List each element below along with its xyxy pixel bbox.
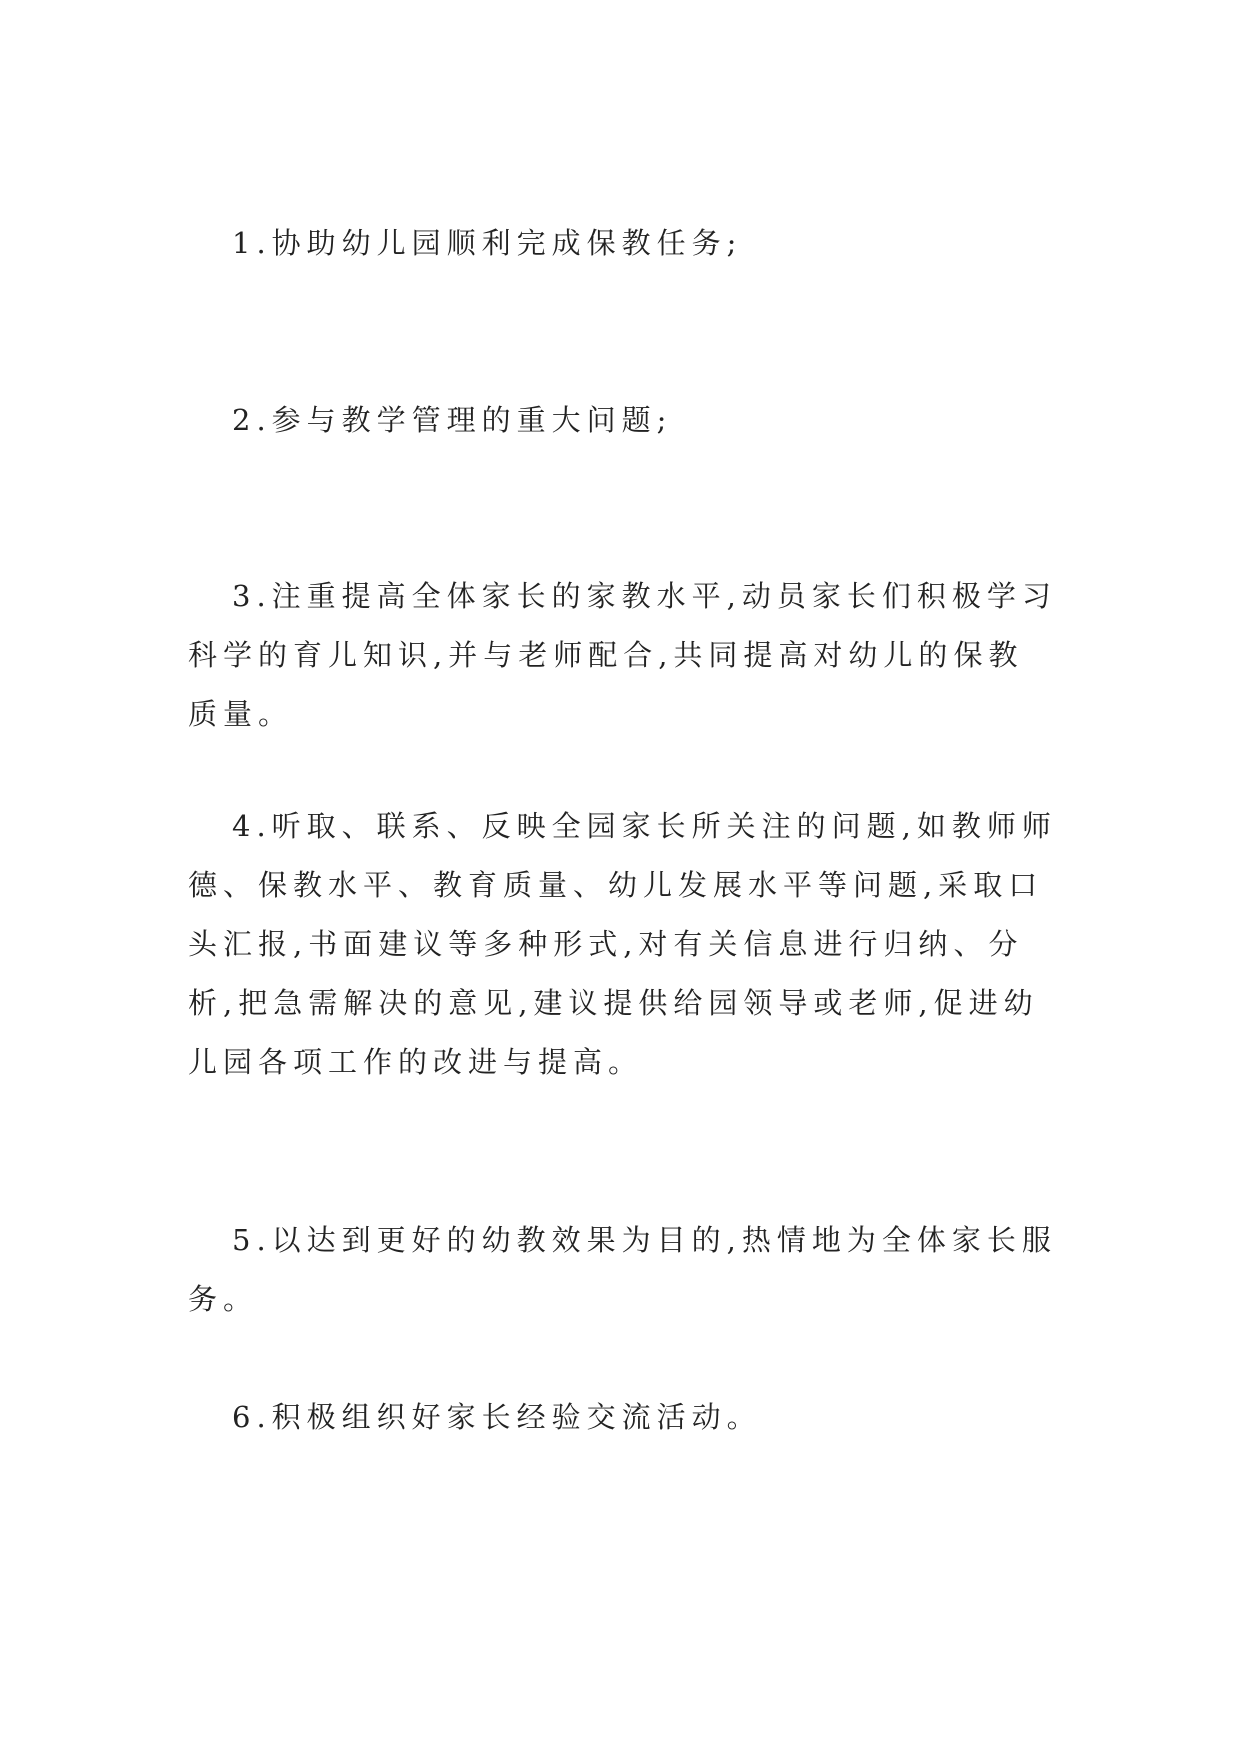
paragraph-3: 3.注重提高全体家长的家教水平,动员家长们积极学习科学的育儿知识,并与老师配合,共同提高对幼儿的保教质量。 <box>188 579 1057 731</box>
paragraph-2: 2.参与教学管理的重大问题; <box>232 403 673 437</box>
paragraph-4: 4.听取、联系、反映全园家长所关注的问题,如教师师德、保教水平、教育质量、幼儿发展水平等问题,采取口头汇报,书面建议等多种形式,对有关信息进行归纳、分析,把急需解决的意见,建议提供给园领导或老师,促进幼儿园各项工作的改进与提高。 <box>188 809 1057 1079</box>
paragraph-6: 6.积极组织好家长经验交流活动。 <box>232 1400 762 1434</box>
paragraph-5: 5.以达到更好的幼教效果为目的,热情地为全体家长服务。 <box>188 1223 1057 1316</box>
paragraph-1: 1.协助幼儿园顺利完成保教任务; <box>232 226 743 260</box>
